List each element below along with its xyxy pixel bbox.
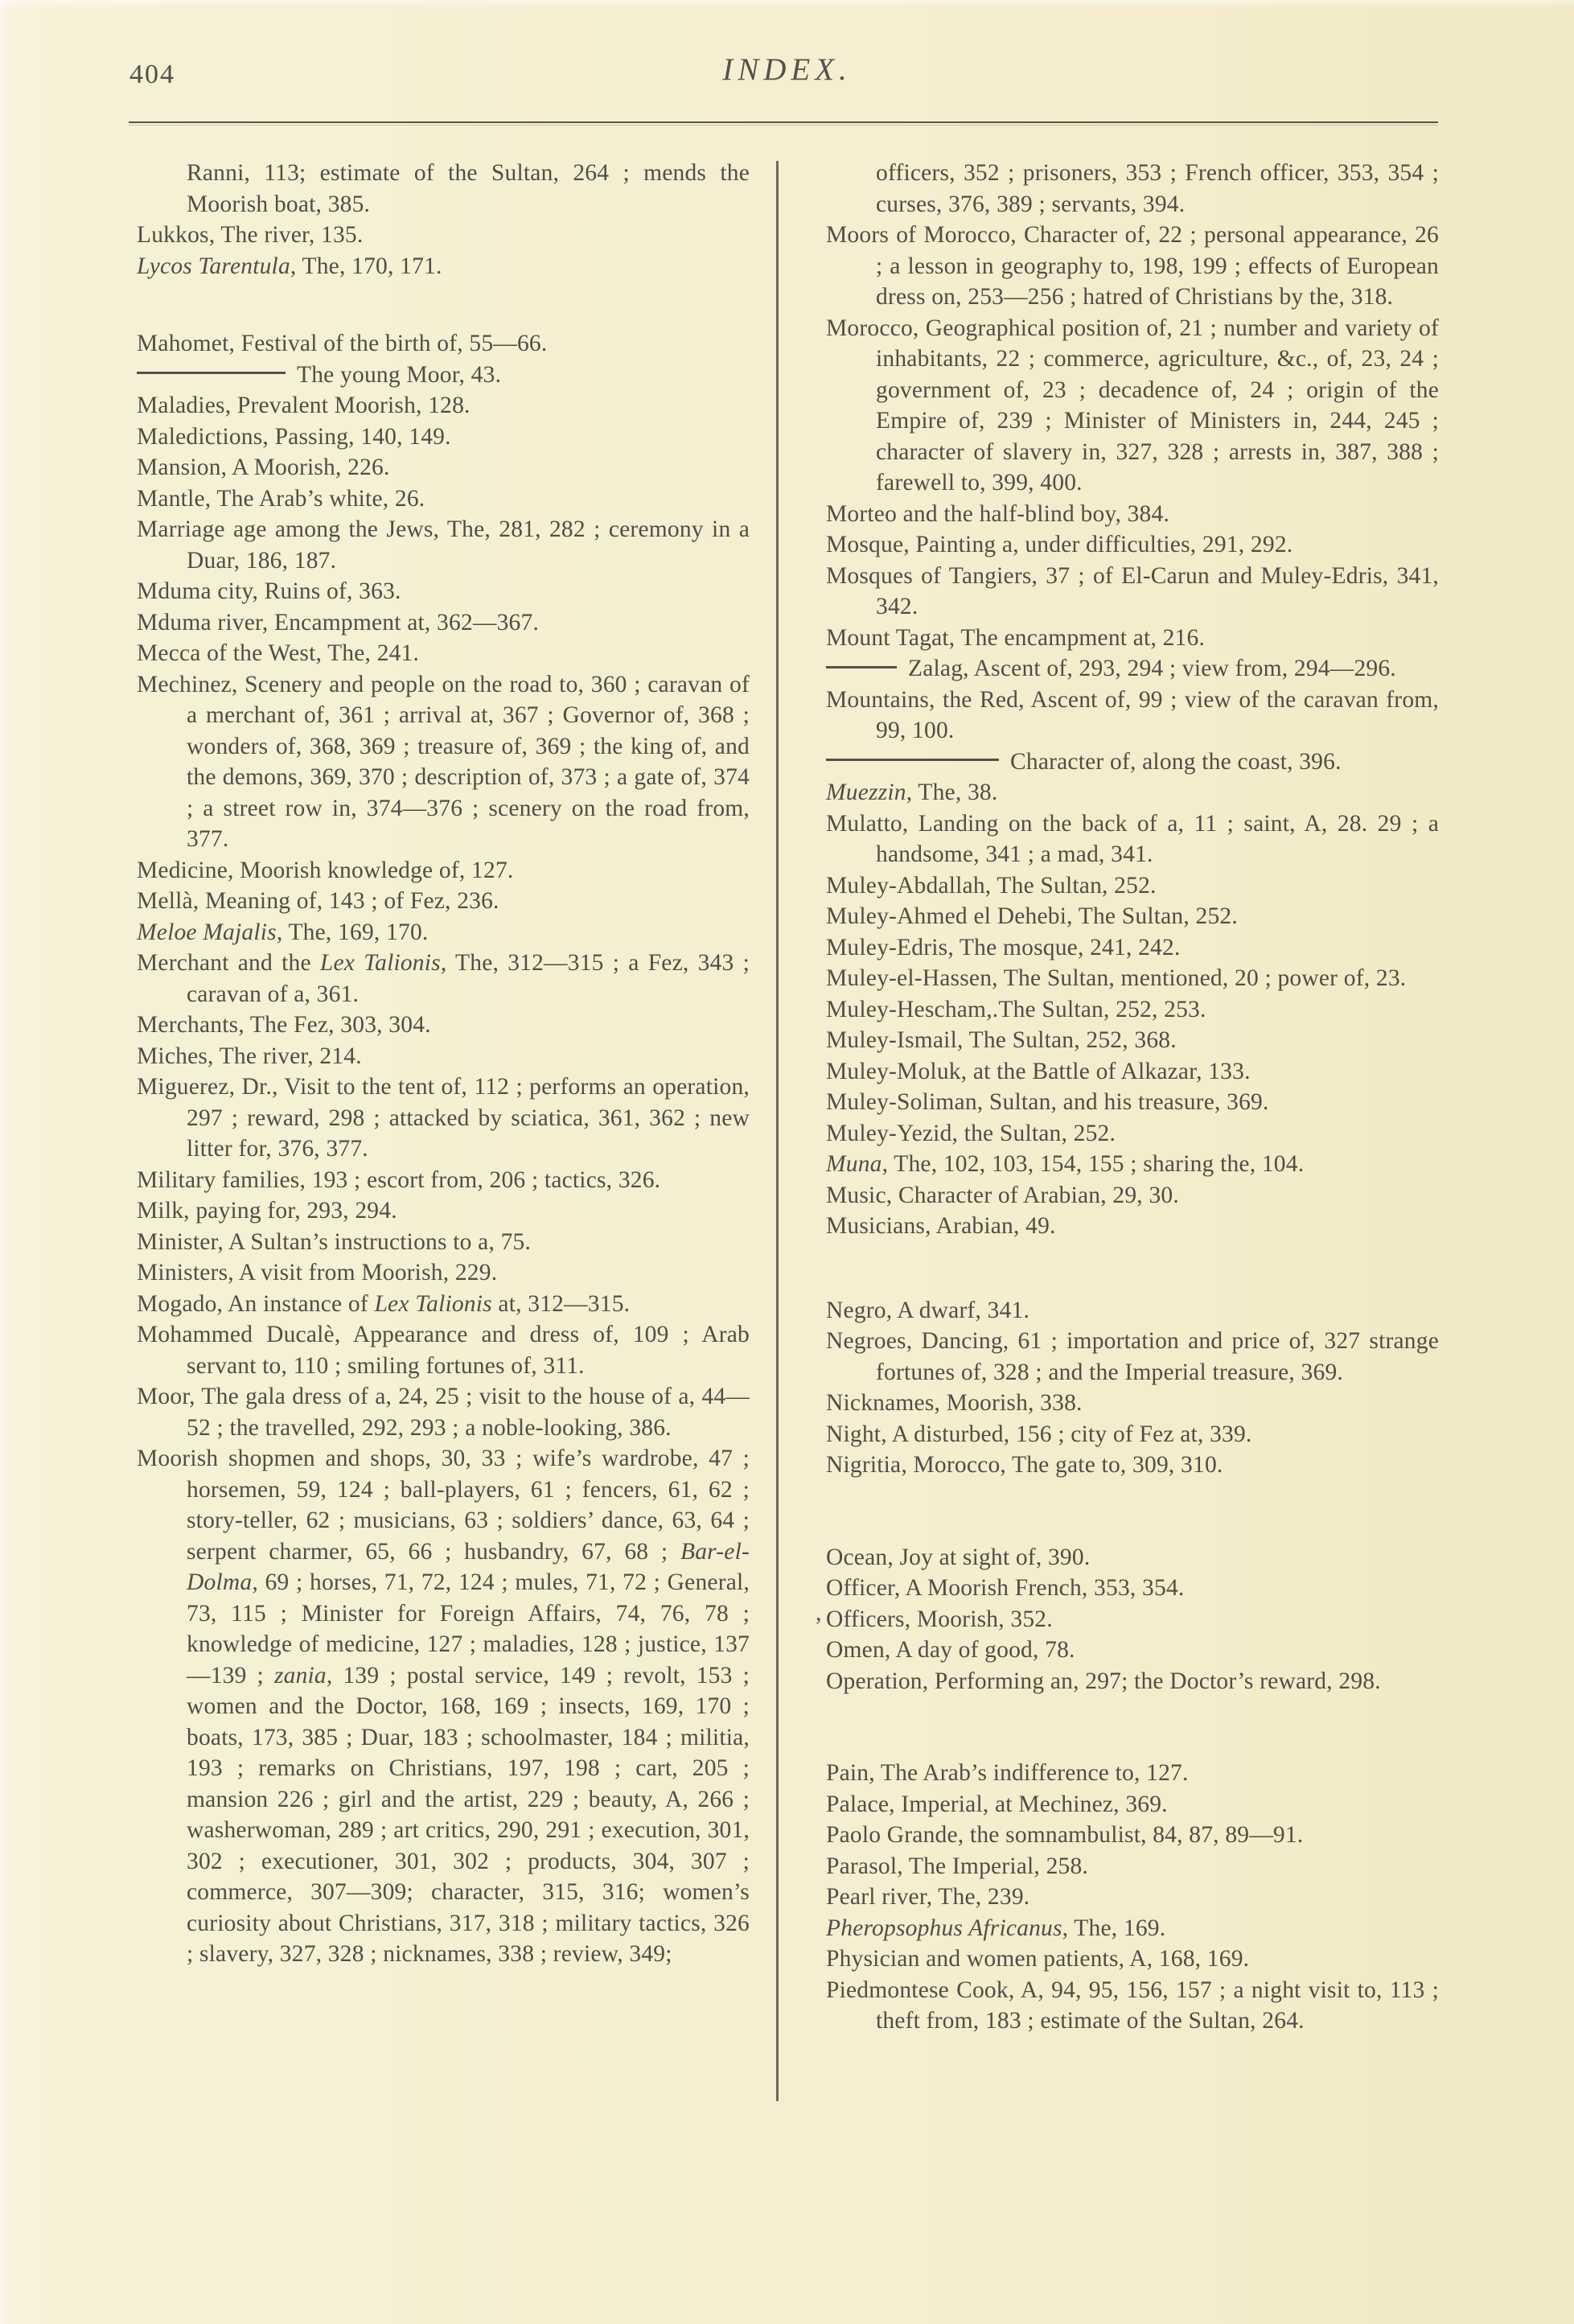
index-entry: Moorish shopmen and shops, 30, 33 ; wife’s wardrobe, 47 ; horsemen, 59, 124 ; ball-players, 61 ; fencers, 61, 62 ; story-teller, 62 ; musicians, 63 ; soldiers’ dance, 63, 64 ; serpent charmer, 65, 66 ; husbandry, 67, 68 ; Bar-el-Dolma, 69 ; horses, 71, 72, 124 ; mules, 71, 72 ; General, 73, 115 ; Minister for Foreign Affairs, 74, 76, 78 ; knowledge of medicine, 127 ; maladies, 128 ; justice, 137—139 ; zania, 139 ; postal service, 149 ; revolt, 153 ; women and the Doctor, 168, 169 ; insects, 169, 170 ; boats, 173, 385 ; Duar, 183 ; schoolmaster, 184 ; militia, 193 ; remarks on Christians, 197, 198 ; cart, 205 ; mansion 226 ; girl and the artist, 229 ; beauty, A, 266 ; washerwoman, 289 ; art critics, 290, 291 ; execution, 301, 302 ; executioner, 301, 302 ; products, 304, 307 ; commerce, 307—309; character, 315, 316; women’s curiosity about Christians, 317, 318 ; military tactics, 326 ; slavery, 327, 328 ; nicknames, 338 ; review, 349; (137, 1446, 750, 1967)
index-entry: Pheropsophus Africanus, The, 169. (826, 1915, 1166, 1941)
dash-leader (826, 666, 897, 668)
index-entry: Mduma city, Ruins of, 363. (137, 578, 401, 604)
index-entry: Miches, The river, 214. (137, 1043, 362, 1069)
index-entry: Mount Tagat, The encampment at, 216. (826, 624, 1206, 651)
header-rule (129, 121, 1438, 125)
index-entry: Mellà, Meaning of, 143 ; of Fez, 236. (137, 888, 499, 914)
index-entry: Maledictions, Passing, 140, 149. (137, 423, 451, 450)
index-entry: Negro, A dwarf, 341. (826, 1297, 1030, 1323)
page-number: 404 (129, 60, 175, 89)
index-entry: Medicine, Moorish knowledge of, 127. (137, 857, 514, 883)
index-entry: Muezzin, The, 38. (826, 779, 998, 805)
index-entry: Minister, A Sultan’s instructions to a, 75. (137, 1228, 532, 1255)
index-entry: Merchants, The Fez, 303, 304. (137, 1012, 431, 1038)
index-entry: Mogado, An instance of Lex Talionis at, 312—315. (137, 1290, 631, 1317)
index-entry: Night, A disturbed, 156 ; city of Fez at, 339. (826, 1421, 1252, 1447)
index-entry: Morteo and the half-blind boy, 384. (826, 500, 1170, 527)
index-entry: Piedmontese Cook, A, 94, 95, 156, 157 ; a night visit to, 113 ; theft from, 183 ; estimate of the Sultan, 264. (826, 1976, 1439, 2034)
index-entry: The young Moor, 43. (137, 360, 750, 391)
index-entry: Muley-Abdallah, The Sultan, 252. (826, 872, 1157, 899)
index-entry: Muna, The, 102, 103, 154, 155 ; sharing the, 104. (826, 1151, 1305, 1177)
dash-leader (826, 759, 999, 761)
index-entry: Mohammed Ducalè, Appearance and dress of, 109 ; Arab servant to, 110 ; smiling fortunes of, 311. (137, 1322, 750, 1379)
index-entry: Negroes, Dancing, 61 ; importation and price of, 327 strange fortunes of, 328 ; and the Imperial treasure, 369. (826, 1328, 1439, 1385)
index-entry: Zalag, Ascent of, 293, 294 ; view from, 294—296. (826, 653, 1439, 685)
index-column-right (826, 158, 1439, 2037)
index-entry: Officer, A Moorish French, 353, 354. (826, 1575, 1185, 1601)
index-entry: Military families, 193 ; escort from, 206 ; tactics, 326. (137, 1166, 661, 1193)
index-entry: Musicians, Arabian, 49. (826, 1213, 1056, 1239)
index-entry: Muley-Moluk, at the Battle of Alkazar, 133. (826, 1058, 1251, 1084)
index-entry: Operation, Performing an, 297; the Doctor’s reward, 298. (826, 1668, 1381, 1694)
index-entry: Maladies, Prevalent Moorish, 128. (137, 393, 471, 418)
index-entry: Lycos Tarentula, The, 170, 171. (137, 253, 442, 279)
index-entry: Mansion, A Moorish, 226. (137, 455, 390, 480)
index-entry: Muley-el-Hassen, The Sultan, mentioned, 20 ; power of, 23. (826, 965, 1407, 991)
index-entry: Mosque, Painting a, under difficulties, 291, 292. (826, 532, 1293, 557)
index-entry: Mduma river, Encampment at, 362—367. (137, 609, 540, 636)
index-entry: Meloe Majalis, The, 169, 170. (137, 919, 429, 945)
dash-leader (137, 372, 286, 374)
index-entry: Mulatto, Landing on the back of a, 11 ; saint, A, 28. 29 ; a handsome, 341 ; a mad, 341. (826, 810, 1439, 867)
index-entry: Nigritia, Morocco, The gate to, 309, 310. (826, 1452, 1223, 1478)
index-entry: Pearl river, The, 239. (826, 1884, 1030, 1910)
index-entry: Ocean, Joy at sight of, 390. (826, 1544, 1091, 1570)
index-entry: Music, Character of Arabian, 29, 30. (826, 1182, 1179, 1208)
index-entry: Marriage age among the Jews, The, 281, 282 ; ceremony in a Duar, 186, 187. (137, 516, 750, 574)
index-entry: Ranni, 113; estimate of the Sultan, 264 ; mends the Moorish boat, 385. (187, 160, 750, 217)
index-entry: Officers, Moorish, 352. (826, 1606, 1053, 1632)
index-entry: Mecca of the West, The, 241. (137, 640, 420, 666)
index-entry: Parasol, The Imperial, 258. (826, 1853, 1088, 1879)
index-entry: Moor, The gala dress of a, 24, 25 ; visit to the house of a, 44—52 ; the travelled, 292, 293 ; a noble-looking, 386. (137, 1384, 750, 1441)
index-entry: Muley-Hescham,.The Sultan, 252, 253. (826, 996, 1206, 1022)
index-entry: Milk, paying for, 293, 294. (137, 1198, 397, 1224)
index-entry: Merchant and the Lex Talionis, The, 312—315 ; a Fez, 343 ; caravan of a, 361. (137, 950, 750, 1007)
index-entry: Muley-Ahmed el Dehebi, The Sultan, 252. (826, 903, 1238, 929)
index-entry: Omen, A day of good, 78. (826, 1637, 1075, 1663)
index-entry: Mosques of Tangiers, 37 ; of El-Carun and Muley-Edris, 341, 342. (826, 562, 1439, 619)
index-entry: Physician and women patients, A, 168, 169. (826, 1946, 1250, 1972)
index-entry: Miguerez, Dr., Visit to the tent of, 112 ; performs an operation, 297 ; reward, 298 ; attacked by sciatica, 361, 362 ; new litter for, 376, 377. (137, 1074, 750, 1162)
index-entry: Mountains, the Red, Ascent of, 99 ; view of the caravan from, 99, 100. (826, 686, 1439, 743)
index-entry: officers, 352 ; prisoners, 353 ; French officer, 353, 354 ; curses, 376, 389 ; servants, 394. (876, 160, 1439, 217)
index-entry: Moors of Morocco, Character of, 22 ; personal appearance, 26 ; a lesson in geography to, 198, 199 ; effects of European dress on, 253—256 ; hatred of Christians by the, 318. (826, 222, 1439, 310)
index-entry: Lukkos, The river, 135. (137, 222, 364, 248)
index-entry: Mechinez, Scenery and people on the road to, 360 ; caravan of a merchant of, 361 ; arrival at, 367 ; Governor of, 368 ; wonders of, 368, 369 ; treasure of, 369 ; the king of, and the demons, 369, 370 ; description of, 373 ; a gate of, 374 ; a street row in, 374—376 ; scenery on the road from, 377. (137, 671, 750, 852)
index-entry: Muley-Edris, The mosque, 241, 242. (826, 934, 1181, 960)
index-column-left (137, 158, 750, 1970)
index-entry: Ministers, A visit from Moorish, 229. (137, 1260, 498, 1285)
index-entry: Character of, along the coast, 396. (826, 747, 1439, 778)
index-entry: Muley-Ismail, The Sultan, 252, 368. (826, 1027, 1177, 1053)
index-entry: Pain, The Arab’s indifference to, 127. (826, 1760, 1189, 1786)
index-entry: Morocco, Geographical position of, 21 ; number and variety of inhabitants, 22 ; commerce, agriculture, &c., of, 23, 24 ; government of, 23 ; decadence of, 24 ; origin of the Empire of, 239 ; Minister of Ministers in, 244, 245 ; character of slavery in, 327, 328 ; arrests in, 387, 388 ; farewell to, 399, 400. (826, 315, 1439, 496)
index-entry: Mahomet, Festival of the birth of, 55—66. (137, 331, 548, 356)
page-title: INDEX. (722, 52, 852, 87)
index-entry: Paolo Grande, the somnambulist, 84, 87, 89—91. (826, 1822, 1304, 1848)
column-divider-rule (776, 161, 779, 2101)
index-entry: Muley-Yezid, the Sultan, 252. (826, 1120, 1116, 1146)
stray-ink-mark: , (816, 1599, 822, 1626)
index-entry: Palace, Imperial, at Mechinez, 369. (826, 1791, 1168, 1817)
index-entry: Muley-Soliman, Sultan, and his treasure, 369. (826, 1089, 1269, 1115)
index-entry: Mantle, The Arab’s white, 26. (137, 485, 425, 512)
index-entry: Nicknames, Moorish, 338. (826, 1390, 1083, 1416)
